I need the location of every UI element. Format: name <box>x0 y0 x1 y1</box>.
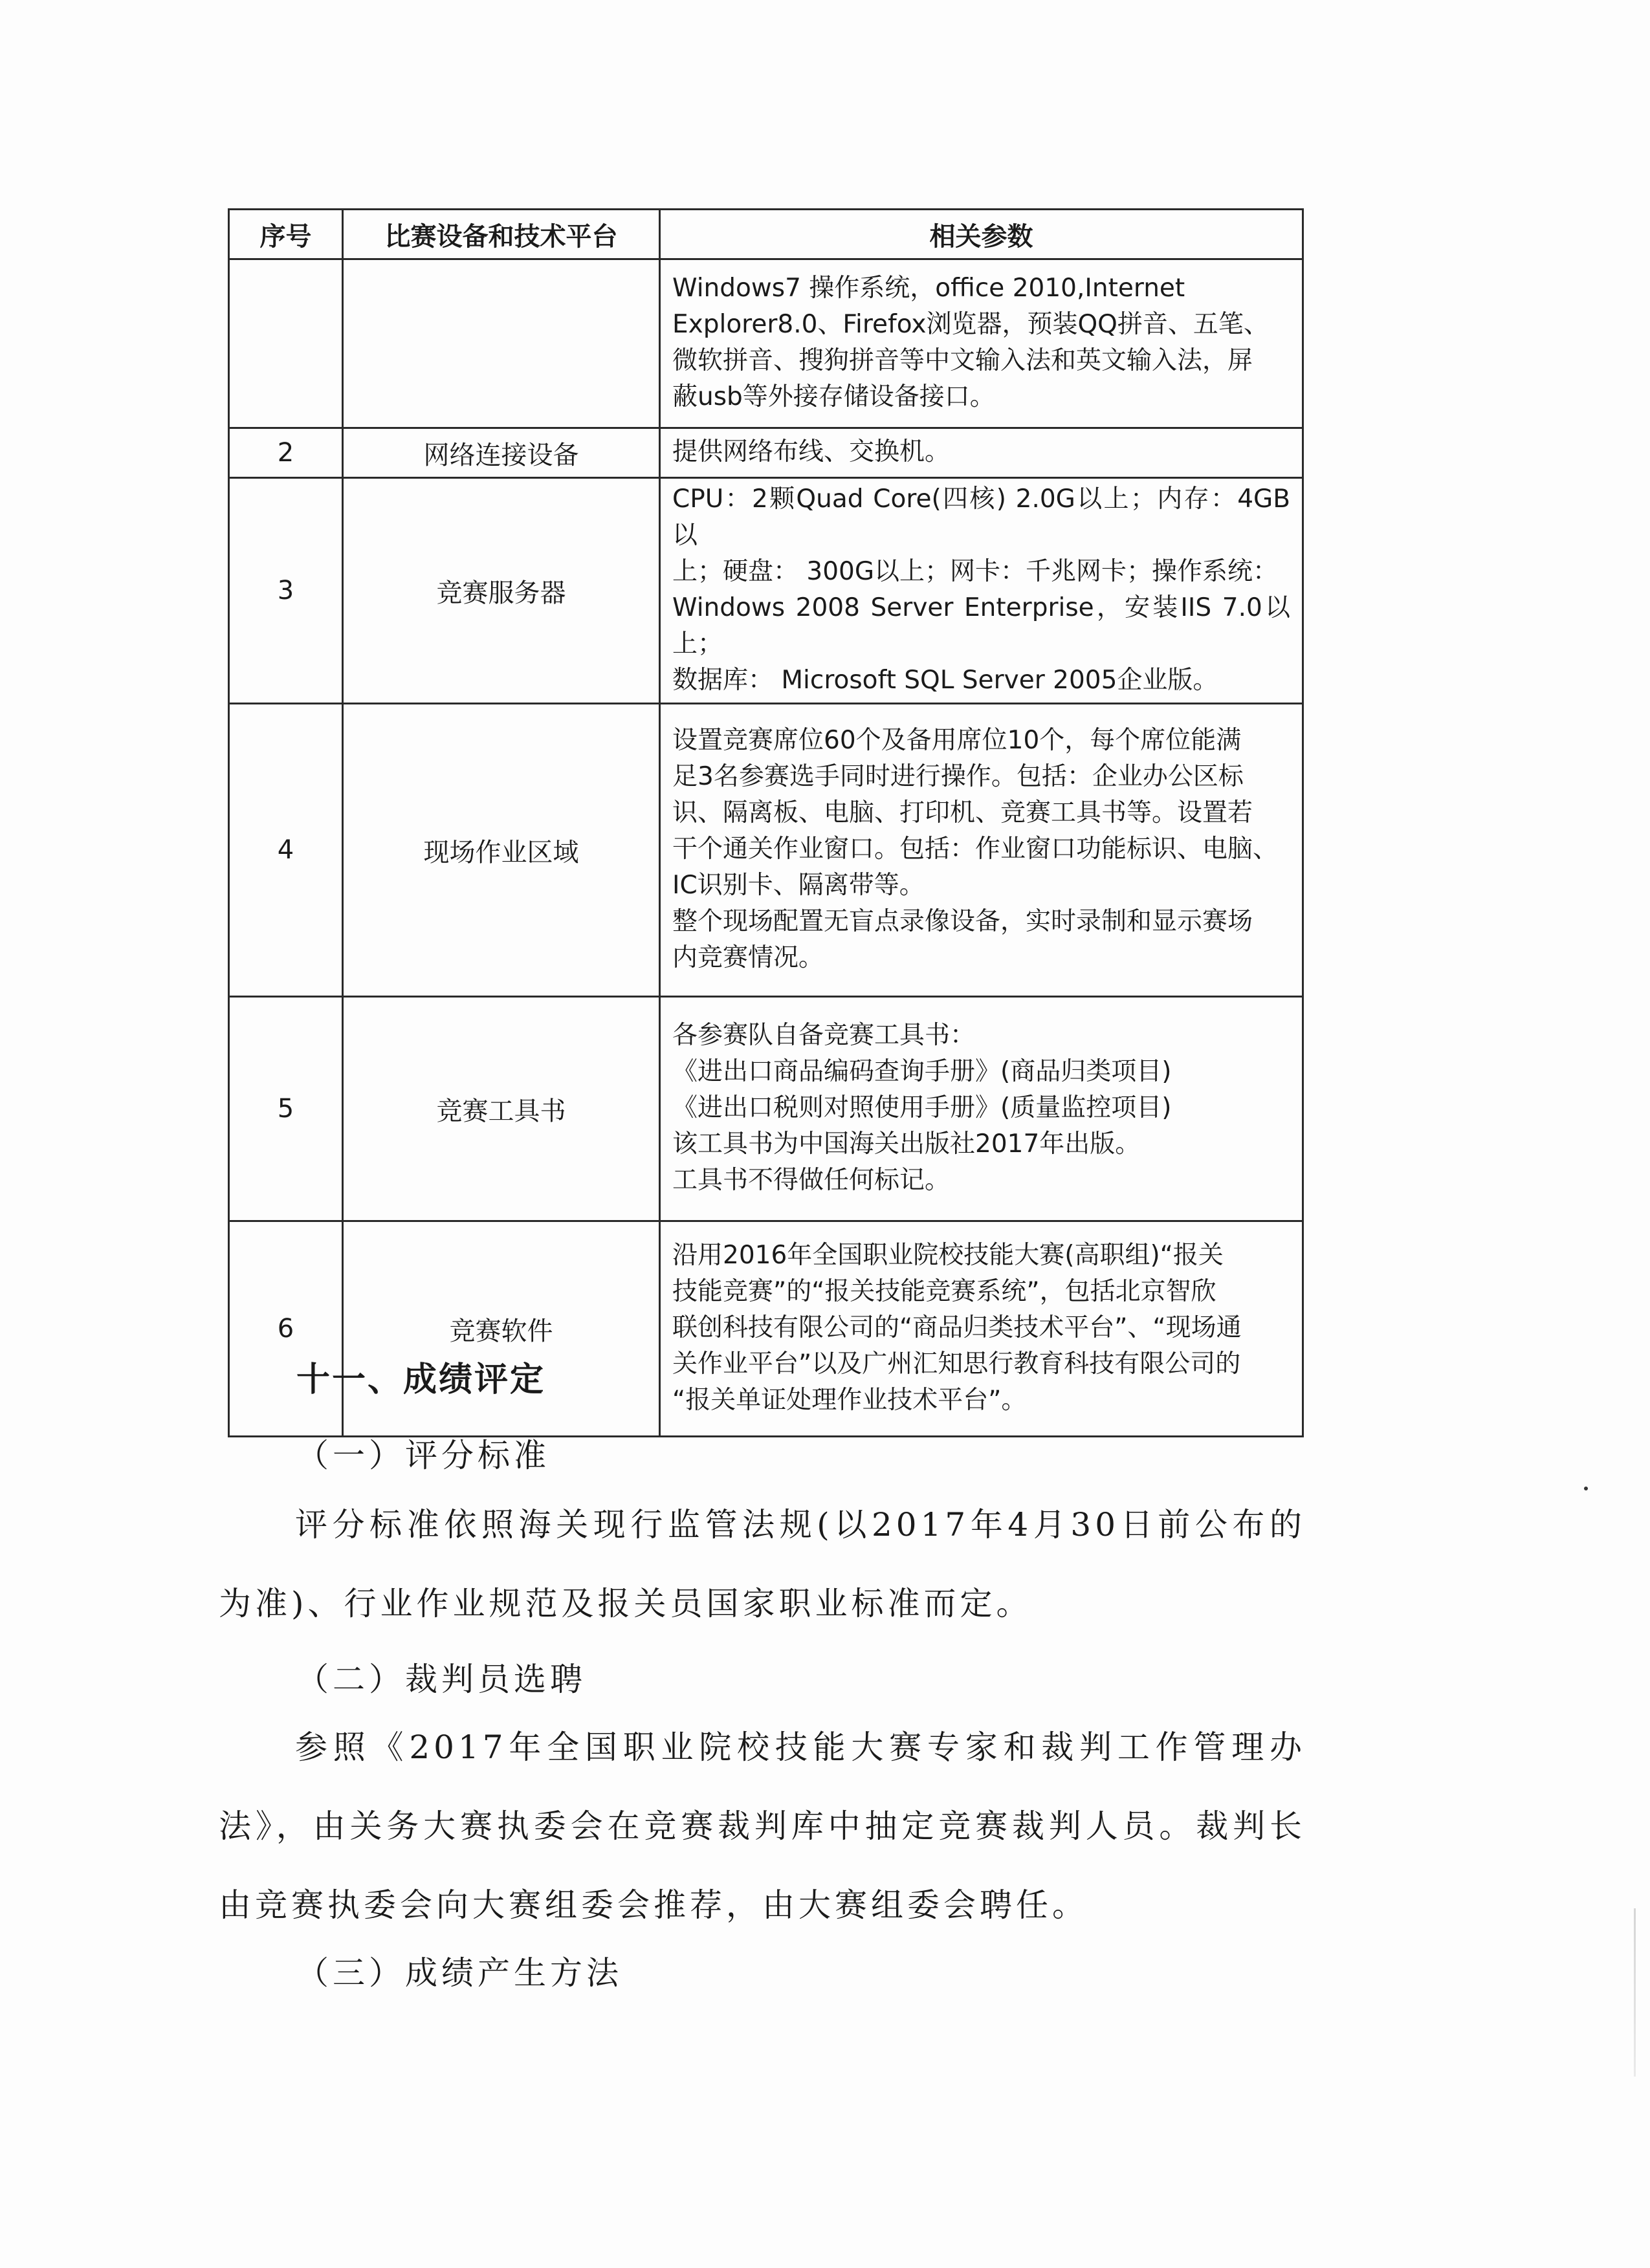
param-line: Explorer8.0、Firefox浏览器，预装QQ拼音、五笔、 <box>672 310 1269 339</box>
table-row <box>229 704 1303 997</box>
paragraph-referee-selection: 参照《2017年全国职业院校技能大赛专家和裁判工作管理办法》，由关务大赛执委会在竞赛裁判库中抽定竞赛裁判人员。裁判长由竞赛执委会向大赛组委会推荐，由大赛组委会聘任。 <box>219 1728 1306 1924</box>
table-header-row <box>229 210 1303 259</box>
cell-device: 现场作业区域 <box>343 704 660 997</box>
param-line: Windows7 操作系统，office 2010,Internet <box>672 274 1185 303</box>
param-line: 足3名参赛选手同时进行操作。包括：企业办公区标 <box>672 762 1244 791</box>
paragraph-scoring-standard: 评分标准依照海关现行监管法规(以2017年4月30日前公布的为准)、行业作业规范及报关员国家职业标准而定。 <box>219 1506 1306 1622</box>
cell-seq: 2 <box>229 428 343 478</box>
param-line: Windows 2008 Server Enterprise，安装IIS 7.0以上； <box>672 593 1290 659</box>
param-line: 识、隔离板、电脑、打印机、竞赛工具书等。设置若 <box>672 798 1253 827</box>
header-params: 相关参数 <box>660 210 1303 259</box>
param-line: 数据库： Microsoft SQL Server 2005企业版。 <box>672 666 1218 695</box>
cell-params <box>660 997 1303 1221</box>
subheading-referee-selection: （二）裁判员选聘 <box>296 1661 586 1698</box>
param-line: 整个现场配置无盲点录像设备，实时录制和显示赛场 <box>672 907 1253 936</box>
param-line: 内竞赛情况。 <box>672 943 824 972</box>
cell-device: 竞赛服务器 <box>343 478 660 704</box>
param-line: 沿用2016年全国职业院校技能大赛(高职组)“报关 <box>672 1241 1224 1270</box>
cell-device <box>343 259 660 428</box>
cell-device: 竞赛软件 <box>343 1221 660 1437</box>
cell-seq: 4 <box>229 704 343 997</box>
table-row <box>229 428 1303 478</box>
table-row <box>229 997 1303 1221</box>
param-line: 蔽usb等外接存储设备接口。 <box>672 382 995 411</box>
param-line: 上；硬盘： 300G以上；网卡：千兆网卡；操作系统： <box>672 557 1279 586</box>
param-line: 干个通关作业窗口。包括：作业窗口功能标识、电脑、 <box>672 834 1279 864</box>
scan-edge-mark <box>1634 1908 1636 2077</box>
section-heading: 十一、成绩评定 <box>296 1360 546 1399</box>
param-line: “报关单证处理作业技术平台”。 <box>672 1386 1027 1415</box>
equipment-table <box>228 208 1304 1437</box>
subheading-scoring-standard: （一）评分标准 <box>296 1437 550 1474</box>
cell-seq <box>229 259 343 428</box>
cell-device: 网络连接设备 <box>343 428 660 478</box>
cell-params <box>660 259 1303 428</box>
cell-seq: 3 <box>229 478 343 704</box>
cell-params <box>660 428 1303 478</box>
scan-speck <box>1584 1487 1588 1490</box>
cell-params <box>660 704 1303 997</box>
header-device: 比赛设备和技术平台 <box>343 210 660 259</box>
param-line: 《进出口商品编码查询手册》(商品归类项目) <box>672 1057 1172 1086</box>
cell-seq: 5 <box>229 997 343 1221</box>
param-line: IC识别卡、隔离带等。 <box>672 871 925 900</box>
table-row <box>229 259 1303 428</box>
table-row <box>229 1221 1303 1437</box>
param-line: 联创科技有限公司的“商品归类技术平台”、“现场通 <box>672 1313 1242 1342</box>
param-line: 各参赛队自备竞赛工具书： <box>672 1021 976 1050</box>
param-line: CPU：2颗Quad Core(四核) 2.0G以上；内存：4GB以 <box>672 485 1290 550</box>
cell-seq: 6 <box>229 1221 343 1437</box>
header-seq: 序号 <box>229 210 343 259</box>
cell-params <box>660 1221 1303 1437</box>
param-line: 《进出口税则对照使用手册》(质量监控项目) <box>672 1093 1172 1122</box>
param-line: 关作业平台”以及广州汇知思行教育科技有限公司的 <box>672 1349 1241 1379</box>
param-line: 微软拼音、搜狗拼音等中文输入法和英文输入法，屏 <box>672 346 1253 375</box>
param-line: 提供网络布线、交换机。 <box>672 437 951 466</box>
param-line: 设置竞赛席位60个及备用席位10个，每个席位能满 <box>672 726 1242 755</box>
subheading-score-method: （三）成绩产生方法 <box>296 1954 622 1992</box>
table-row <box>229 478 1303 704</box>
param-line: 工具书不得做任何标记。 <box>672 1166 951 1195</box>
param-line: 该工具书为中国海关出版社2017年出版。 <box>672 1129 1141 1159</box>
param-line: 技能竞赛”的“报关技能竞赛系统”，包括北京智欣 <box>672 1277 1216 1306</box>
cell-device: 竞赛工具书 <box>343 997 660 1221</box>
cell-params <box>660 478 1303 704</box>
